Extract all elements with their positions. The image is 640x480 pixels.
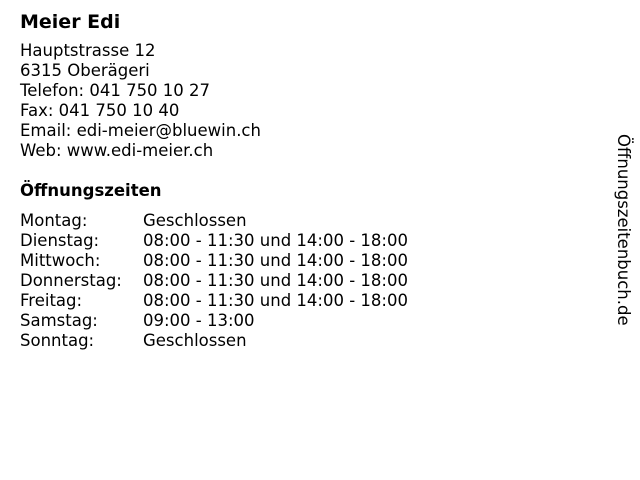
time-value: Geschlossen <box>143 211 247 230</box>
phone-number: Telefon: 041 750 10 27 <box>20 81 211 100</box>
street-address: Hauptstrasse 12 <box>20 41 156 60</box>
day-label: Sonntag: <box>20 331 95 350</box>
day-label: Samstag: <box>20 311 98 330</box>
day-label: Freitag: <box>20 291 83 310</box>
time-value: Geschlossen <box>143 331 247 350</box>
opening-hours-table <box>20 211 600 351</box>
hours-row-monday <box>20 211 600 231</box>
day-label: Mittwoch: <box>20 251 101 270</box>
hours-row-friday <box>20 291 600 311</box>
time-value: 09:00 - 13:00 <box>143 311 255 330</box>
fax-number: Fax: 041 750 10 40 <box>20 101 180 120</box>
hours-row-wednesday <box>20 251 600 271</box>
brand-site-name: Öffnungszeitenbuch.de <box>614 134 633 326</box>
time-value: 08:00 - 11:30 und 14:00 - 18:00 <box>143 291 408 310</box>
contact-block <box>20 41 600 161</box>
day-label: Montag: <box>20 211 88 230</box>
opening-hours-title: Öffnungszeiten <box>20 181 162 200</box>
website: Web: www.edi-meier.ch <box>20 141 214 160</box>
hours-row-tuesday <box>20 231 600 251</box>
email-address: Email: edi-meier@bluewin.ch <box>20 121 261 140</box>
brand-sidebar <box>612 134 636 334</box>
business-card <box>20 10 600 351</box>
day-label: Donnerstag: <box>20 271 122 290</box>
time-value: 08:00 - 11:30 und 14:00 - 18:00 <box>143 231 408 250</box>
hours-row-thursday <box>20 271 600 291</box>
time-value: 08:00 - 11:30 und 14:00 - 18:00 <box>143 251 408 270</box>
business-name: Meier Edi <box>20 11 121 33</box>
hours-row-sunday <box>20 331 600 351</box>
day-label: Dienstag: <box>20 231 100 250</box>
hours-row-saturday <box>20 311 600 331</box>
city-address: 6315 Oberägeri <box>20 61 150 80</box>
time-value: 08:00 - 11:30 und 14:00 - 18:00 <box>143 271 408 290</box>
